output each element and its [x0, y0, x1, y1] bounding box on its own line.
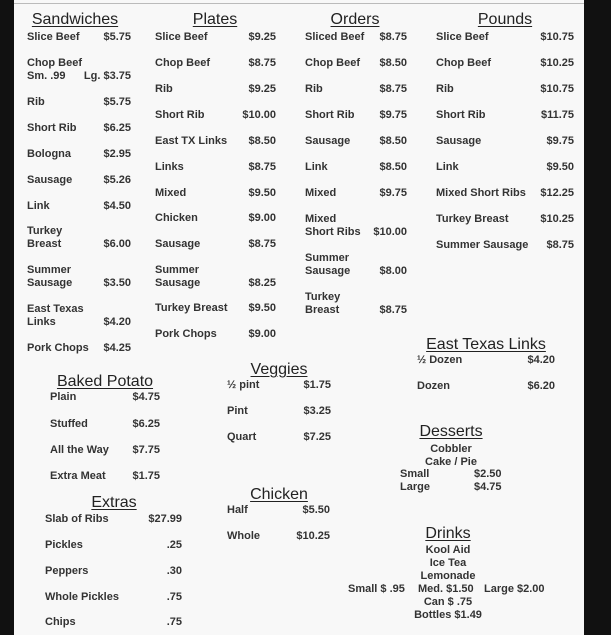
menu-item-name: Whole Pickles	[45, 591, 119, 603]
menu-item-price: $5.75	[103, 96, 131, 108]
menu-item-name: Slice Beef	[436, 31, 489, 43]
menu-item-name: Short Rib	[27, 122, 77, 134]
drink-size-price: Large $2.00	[484, 583, 545, 595]
menu-item-price: .75	[166, 591, 182, 603]
dessert-size: Large	[400, 481, 430, 493]
menu-item-name: East Texas Links	[27, 303, 84, 328]
menu-item-name: Summer Sausage	[305, 252, 351, 277]
menu-item-name: Summer Sausage	[27, 264, 73, 289]
menu-item-name: Extra Meat	[50, 470, 106, 482]
drink-line: Lemonade	[420, 570, 476, 582]
menu-item-name: Sausage	[436, 135, 482, 147]
menu-item-price: $4.20	[527, 354, 555, 366]
menu-item-name: Mixed	[155, 187, 187, 199]
menu-item-name: ½ pint	[227, 379, 260, 391]
dessert-size: Small	[400, 468, 430, 480]
menu-item-name: Sausage	[155, 238, 201, 250]
menu-item-price: $8.75	[379, 304, 407, 316]
dessert-line: Cake / Pie	[425, 456, 477, 468]
drink-size-price: Small $ .95	[348, 583, 405, 595]
baked-potato-heading: Baked Potato	[56, 373, 154, 390]
menu-item-name: Turkey Breast	[155, 302, 228, 314]
menu-item-name: Mixed	[305, 187, 337, 199]
drink-line: Bottles $1.49	[414, 609, 482, 621]
menu-item-price: $8.00	[379, 265, 407, 277]
menu-item-price: $8.50	[248, 135, 276, 147]
menu-item-name: Link	[27, 200, 50, 212]
menu-item-price: .30	[166, 565, 182, 577]
menu-item-price: $10.75	[540, 83, 574, 95]
menu-item-name: Sausage	[305, 135, 351, 147]
menu-item-name: Short Rib	[436, 109, 486, 121]
dessert-price: $4.75	[474, 481, 502, 493]
menu-item-name: Links	[155, 161, 184, 173]
menu-item-name: Mixed Short Ribs	[305, 213, 361, 238]
menu-item-price: $9.50	[546, 161, 574, 173]
menu-item-name: Stuffed	[50, 418, 88, 430]
menu-item-price: $11.75	[540, 109, 574, 121]
menu-item-name: Plain	[50, 391, 77, 403]
chicken-heading: Chicken	[250, 486, 308, 503]
menu-item-price: $8.50	[379, 135, 407, 147]
menu-item-name: Link	[436, 161, 459, 173]
veggies-heading: Veggies	[250, 361, 308, 378]
menu-item-price: $8.25	[248, 277, 276, 289]
menu-item-price: $4.75	[132, 391, 160, 403]
pounds-heading: Pounds	[477, 11, 533, 28]
menu-item-name: ½ Dozen	[417, 354, 463, 366]
menu-item-name: Summer Sausage	[155, 264, 201, 289]
menu-item-price: $10.00	[373, 226, 407, 238]
menu-item-price: $4.20	[103, 316, 131, 328]
menu-item-price: $8.75	[379, 31, 407, 43]
menu-item-name: Chips	[45, 616, 76, 628]
menu-item-price: $5.50	[302, 504, 330, 516]
menu-item-name: Rib	[436, 83, 454, 95]
menu-item-name: Slice Beef	[155, 31, 208, 43]
menu-item-name: Chicken	[155, 212, 198, 224]
menu-item-name: Pint	[227, 405, 248, 417]
menu-item-price: .25	[166, 539, 182, 551]
menu-item-price: $4.50	[103, 200, 131, 212]
menu-item-name: Rib	[305, 83, 323, 95]
menu-item-name: Summer Sausage	[436, 239, 529, 251]
menu-item-price: $8.75	[248, 161, 276, 173]
menu-item-price: $2.95	[103, 148, 131, 160]
menu-item-name: Link	[305, 161, 328, 173]
menu-item-price: .75	[166, 616, 182, 628]
menu-item-price: $9.25	[248, 83, 276, 95]
menu-item-name: Peppers	[45, 565, 89, 577]
menu-item-price: $10.75	[540, 31, 574, 43]
drinks-heading: Drinks	[425, 525, 471, 542]
menu-item-name: Chop Beef	[155, 57, 210, 69]
menu-item-name: Sausage	[27, 174, 73, 186]
menu-item-price: $1.75	[303, 379, 331, 391]
east-texas-links-heading: East Texas Links	[426, 336, 546, 353]
menu-item-price: $7.25	[303, 431, 331, 443]
menu-item-name: Chop Beef Sm. .99	[27, 57, 82, 82]
drink-line: Can $ .75	[423, 596, 473, 608]
menu-item-price: $6.20	[527, 380, 555, 392]
menu-item-name: Turkey Breast	[27, 225, 63, 250]
menu-item-name: Quart	[227, 431, 257, 443]
menu-item-name: Half	[227, 504, 248, 516]
menu-item-price: $10.25	[296, 530, 330, 542]
dessert-price: $2.50	[474, 468, 502, 480]
menu-item-price: $8.75	[379, 83, 407, 95]
menu-item-price: $9.25	[248, 31, 276, 43]
menu-item-price: $9.50	[248, 187, 276, 199]
sandwiches-heading: Sandwiches	[31, 11, 119, 28]
menu-item-name: Short Rib	[305, 109, 355, 121]
menu-item-name: Slice Beef	[27, 31, 80, 43]
menu-item-price: $8.75	[248, 238, 276, 250]
menu-item-name: Slab of Ribs	[45, 513, 109, 525]
menu-item-price: $9.00	[248, 212, 276, 224]
drink-line: Kool Aid	[425, 544, 471, 556]
drink-line: Ice Tea	[429, 557, 467, 569]
menu-item-name: Dozen	[417, 380, 450, 392]
drink-size-price: Med. $1.50	[418, 583, 474, 595]
orders-heading: Orders	[330, 11, 380, 28]
desserts-heading: Desserts	[419, 423, 483, 440]
menu-item-price: $5.75	[103, 31, 131, 43]
menu-item-name: Pork Chops	[27, 342, 89, 354]
menu-item-price: $9.50	[248, 302, 276, 314]
menu-item-name: Turkey Breast	[305, 291, 341, 316]
menu-item-name: Short Rib	[155, 109, 205, 121]
menu-item-name: Sliced Beef	[305, 31, 365, 43]
menu-item-name: East TX Links	[155, 135, 228, 147]
menu-item-price: $9.75	[546, 135, 574, 147]
menu-item-price: $10.00	[242, 109, 276, 121]
menu-item-name: Pickles	[45, 539, 83, 551]
menu-item-name: Chop Beef	[305, 57, 360, 69]
menu-item-price: $1.75	[132, 470, 160, 482]
menu-item-price: $8.50	[379, 161, 407, 173]
top-divider	[14, 3, 584, 4]
menu-item-name: Mixed Short Ribs	[436, 187, 526, 199]
menu-item-price: $9.00	[248, 328, 276, 340]
menu-item-price: $27.99	[148, 513, 182, 525]
menu-item-price: $6.00	[103, 238, 131, 250]
menu-item-name: Turkey Breast	[436, 213, 509, 225]
dessert-line: Cobbler	[430, 443, 472, 455]
menu-item-price: $6.25	[103, 122, 131, 134]
menu-item-name: Pork Chops	[155, 328, 217, 340]
menu-item-price: $3.50	[103, 277, 131, 289]
menu-item-price: $10.25	[540, 57, 574, 69]
menu-item-name: Rib	[27, 96, 45, 108]
menu-item-price: $8.75	[546, 239, 574, 251]
menu-item-price: $5.26	[103, 174, 131, 186]
menu-item-name: Rib	[155, 83, 173, 95]
menu-item-name: All the Way	[50, 444, 109, 456]
menu-item-price: $8.75	[248, 57, 276, 69]
menu-item-price: $7.75	[132, 444, 160, 456]
plates-heading: Plates	[192, 11, 238, 28]
menu-item-name: Whole	[227, 530, 260, 542]
menu-item-price: Lg. $3.75	[83, 70, 131, 82]
menu-item-price: $8.50	[379, 57, 407, 69]
extras-heading: Extras	[91, 494, 137, 511]
menu-item-price: $6.25	[132, 418, 160, 430]
menu-item-price: $10.25	[540, 213, 574, 225]
menu-item-name: Chop Beef	[436, 57, 491, 69]
menu-item-price: $12.25	[540, 187, 574, 199]
menu-item-price: $9.75	[379, 187, 407, 199]
menu-item-price: $3.25	[303, 405, 331, 417]
menu-item-price: $9.75	[379, 109, 407, 121]
menu-item-price: $4.25	[103, 342, 131, 354]
menu-item-name: Bologna	[27, 148, 71, 160]
